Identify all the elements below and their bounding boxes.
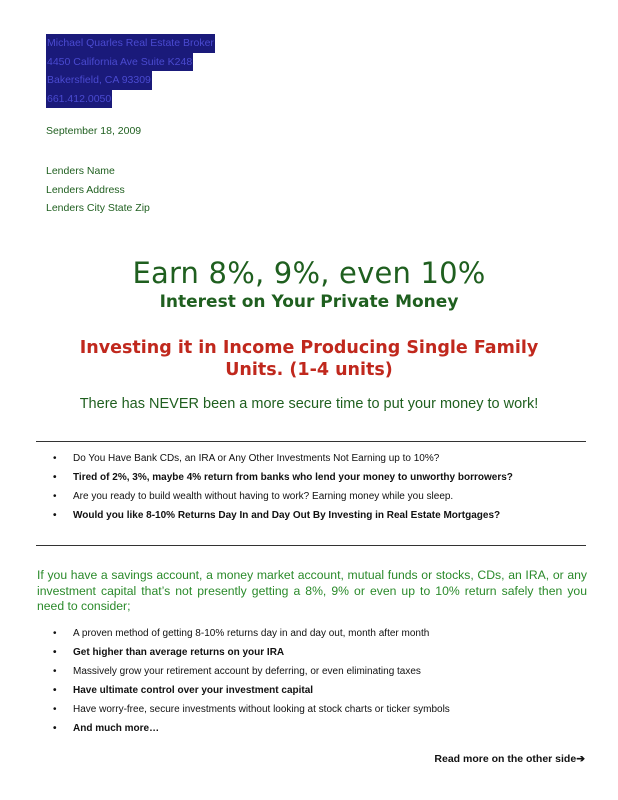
bullet-icon: • (53, 666, 57, 677)
list-item-text: Have worry-free, secure investments without looking at stock charts or ticker symbols (73, 704, 450, 715)
list-item (46, 487, 513, 506)
bullet-icon: • (53, 685, 57, 696)
bullet-list-questions (46, 449, 513, 525)
sender-city: Bakersfield, CA 93309 (46, 71, 152, 90)
list-item-text: Have ultimate control over your investment capital (73, 685, 314, 696)
divider-top (36, 441, 586, 442)
read-more-text: Read more on the other side (434, 753, 577, 765)
recipient-name: Lenders Name (46, 165, 115, 177)
list-item-text: Are you ready to build wealth without having to work? Earning money while you sleep. (73, 491, 454, 502)
bullet-icon: • (53, 491, 57, 502)
list-item (46, 643, 450, 662)
sender-name: Michael Quarles Real Estate Broker (46, 34, 215, 53)
list-item-text: Would you like 8-10% Returns Day In and Day Out By Investing in Real Estate Mortgages? (73, 510, 501, 521)
bullet-icon: • (53, 453, 57, 464)
list-item-text: Get higher than average returns on your IRA (73, 647, 285, 658)
list-item (46, 449, 513, 468)
headline-investing (0, 337, 618, 381)
bullet-icon: • (53, 647, 57, 658)
divider-bottom (36, 545, 586, 546)
list-item-text: And much more… (73, 723, 160, 734)
bullet-icon: • (53, 628, 57, 639)
list-item (46, 681, 450, 700)
bullet-icon: • (53, 723, 57, 734)
list-item-text: A proven method of getting 8-10% returns day in and day out, month after month (73, 628, 430, 639)
recipient-address: Lenders Address (46, 183, 125, 196)
list-item-text: Massively grow your retirement account by deferring, or even eliminating taxes (73, 666, 421, 677)
list-item (46, 506, 513, 525)
headline-investing-line1: Investing it in Income Producing Single Family (79, 338, 539, 358)
headline-investing-line2: Units. (1-4 units) (225, 360, 393, 380)
bullet-icon: • (53, 510, 57, 521)
letter-date: September 18, 2009 (46, 125, 142, 137)
recipient-address-block (46, 162, 150, 218)
list-item (46, 662, 450, 681)
sender-street: 4450 California Ave Suite K248 (46, 53, 193, 72)
read-more-note (434, 753, 585, 765)
headline-earn: Earn 8%, 9%, even 10% (132, 256, 486, 290)
bullet-icon: • (53, 704, 57, 715)
list-item (46, 624, 450, 643)
headline-interest: Interest on Your Private Money (159, 292, 459, 312)
headline-never: There has NEVER been a more secure time to put your money to work! (79, 396, 539, 412)
list-item (46, 719, 450, 738)
bullet-list-benefits (46, 624, 450, 738)
bullet-icon: • (53, 472, 57, 483)
list-item (46, 468, 513, 487)
sender-address-block (46, 34, 215, 108)
list-item-text: Do You Have Bank CDs, an IRA or Any Other Investments Not Earning up to 10%? (73, 453, 440, 464)
list-item-text: Tired of 2%, 3%, maybe 4% return from banks who lend your money to unworthy borrowers? (73, 472, 513, 483)
sender-phone: 661.412.0050 (46, 90, 112, 109)
recipient-city-state-zip: Lenders City State Zip (46, 202, 150, 214)
intro-paragraph: If you have a savings account, a money market account, mutual funds or stocks, CDs, an IRA, or any investment capital that’s not presently getting a 8%, 9% or even up to 10% return safely then you need to consider; (37, 568, 587, 613)
list-item (46, 700, 450, 719)
right-arrow-icon: ➔ (576, 753, 585, 765)
